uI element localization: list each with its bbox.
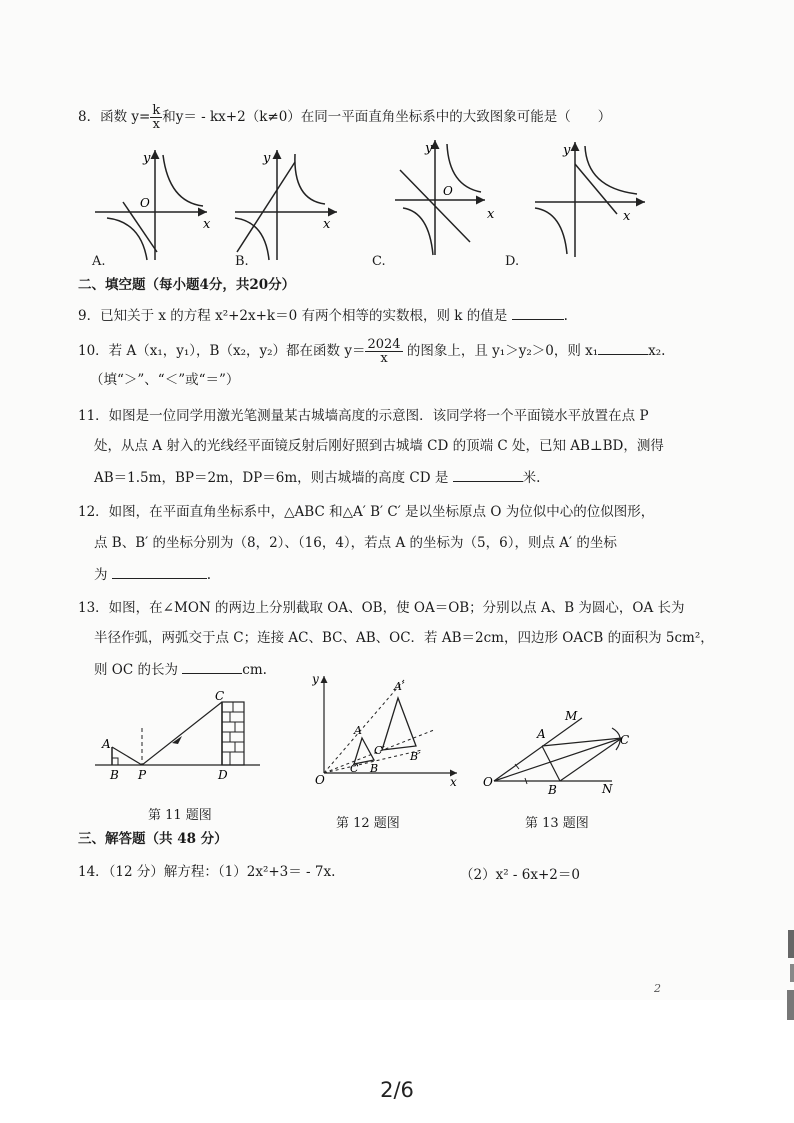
- svg-text:B: B: [370, 762, 379, 775]
- figure-12-caption: 第 12 题图: [336, 816, 400, 831]
- q13-line-1: 13．如图，在∠MON 的两边上分别截取 OA、OB，使 OA＝OB；分别以点 A、B 为圆心，OA 长为: [78, 600, 685, 616]
- svg-text:C: C: [215, 690, 225, 703]
- q13-line-3: 则 OC 的长为 cm.: [94, 659, 267, 680]
- option-b-label: B.: [235, 254, 249, 269]
- q12-line-3: 为 .: [94, 564, 211, 585]
- svg-text:C: C: [350, 762, 359, 775]
- svg-text:x: x: [623, 209, 631, 224]
- svg-text:x: x: [323, 217, 331, 232]
- svg-text:C: C: [620, 733, 630, 747]
- svg-text:P: P: [138, 768, 147, 782]
- figure-12: [312, 668, 462, 793]
- svg-text:y: y: [425, 141, 433, 156]
- q11-line-1: 11．如图是一位同学用激光笔测量某古城墙高度的示意图．该同学将一个平面镜水平放置在点 P: [78, 408, 649, 424]
- q12-answer-blank[interactable]: [112, 564, 207, 579]
- figure-13: [482, 706, 652, 796]
- section-3-heading: 三、解答题（共 48 分）: [78, 831, 228, 847]
- q10-hint: （填“＞”、“＜”或“＝”）: [90, 372, 240, 388]
- option-c-label: C.: [372, 254, 386, 269]
- q9: 9．已知关于 x 的方程 x²+2x+k＝0 有两个相等的实数根，则 k 的值是 .: [78, 305, 568, 326]
- q11-line-3: AB＝1.5m，BP＝2m，DP＝6m，则古城墙的高度 CD 是 米.: [94, 467, 540, 488]
- q14-part-1: 14．（12 分）解方程：（1）2x²+3＝ - 7x.: [78, 864, 336, 880]
- q10-answer-blank[interactable]: [598, 340, 648, 355]
- q12-line-2: 点 B、B′ 的坐标分别为（8，2）、（16，4），若点 A 的坐标为（5，6），则点 A′ 的坐标: [94, 535, 617, 551]
- svg-text:x: x: [450, 775, 457, 789]
- figure-11-caption: 第 11 题图: [148, 808, 212, 823]
- q12-line-1: 12．如图，在平面直角坐标系中，△ABC 和△A′ B′ C′ 是以坐标原点 O 为位似中心的位似图形，: [78, 504, 655, 520]
- svg-text:O: O: [140, 196, 150, 210]
- svg-text:M: M: [565, 709, 578, 723]
- figure-11: [90, 690, 270, 785]
- svg-text:B: B: [548, 783, 557, 796]
- graph-b: [235, 150, 337, 260]
- svg-text:C′: C′: [374, 744, 385, 757]
- svg-text:O: O: [443, 184, 453, 198]
- q11-line-2: 处，从点 A 射入的光线经平面镜反射后刚好照到古城墙 CD 的顶端 C 处，已知 AB⊥BD，测得: [94, 438, 664, 454]
- q14-part-2: （2）x² - 6x+2＝0: [460, 867, 580, 883]
- svg-text:x: x: [487, 207, 495, 222]
- option-a-label: A.: [92, 254, 106, 269]
- graph-a: [95, 150, 207, 260]
- svg-text:y: y: [143, 151, 151, 166]
- graph-d: [535, 142, 645, 257]
- svg-text:y: y: [263, 151, 271, 166]
- page-number: 2/6: [380, 1078, 414, 1102]
- figure-13-caption: 第 13 题图: [525, 816, 589, 831]
- svg-text:N: N: [602, 782, 613, 796]
- svg-text:O: O: [483, 775, 493, 789]
- k-over-x-fraction: $\frac{k}{x}$: [152, 103, 161, 132]
- q13-answer-blank[interactable]: [182, 659, 242, 674]
- svg-text:x: x: [203, 217, 211, 232]
- 2024-over-x-fraction: $\frac{2024}{x}$: [367, 337, 401, 366]
- q8-option-graphs: [85, 140, 655, 270]
- q11-answer-blank[interactable]: [453, 467, 523, 482]
- section-2-heading: 二、填空题（每小题4分，共20分）: [78, 277, 296, 293]
- scan-edge-artifact: [782, 930, 794, 1030]
- q8-stem: 8．函数 y= $\frac{k}{x}$ 和y＝ - kx+2（k≠0）在同一平面直角坐标系中的大致图象可能是（ ）: [78, 103, 612, 132]
- svg-text:O: O: [315, 773, 325, 787]
- corner-page-mark: 2: [654, 982, 661, 995]
- svg-text:A′: A′: [394, 680, 405, 693]
- q10: 10．若 A（x₁，y₁），B（x₂，y₂）都在函数 y＝ $\frac{2024}{x}$ 的图象上，且 y₁＞y₂＞0，则 x₁ x₂.: [78, 337, 666, 366]
- q9-answer-blank[interactable]: [512, 305, 564, 320]
- svg-text:y: y: [563, 143, 571, 158]
- option-d-label: D.: [505, 254, 520, 269]
- svg-text:A: A: [102, 737, 111, 751]
- q13-line-2: 半径作弧，两弧交于点 C；连接 AC、BC、AB、OC．若 AB＝2cm，四边形 OACB 的面积为 5cm²，: [94, 630, 714, 646]
- svg-text:B′: B′: [410, 750, 421, 763]
- svg-text:y: y: [312, 672, 319, 686]
- svg-text:B: B: [110, 768, 119, 782]
- svg-text:A: A: [537, 727, 546, 741]
- svg-text:D: D: [218, 768, 228, 782]
- graph-c: [395, 140, 485, 255]
- svg-text:A: A: [354, 724, 362, 737]
